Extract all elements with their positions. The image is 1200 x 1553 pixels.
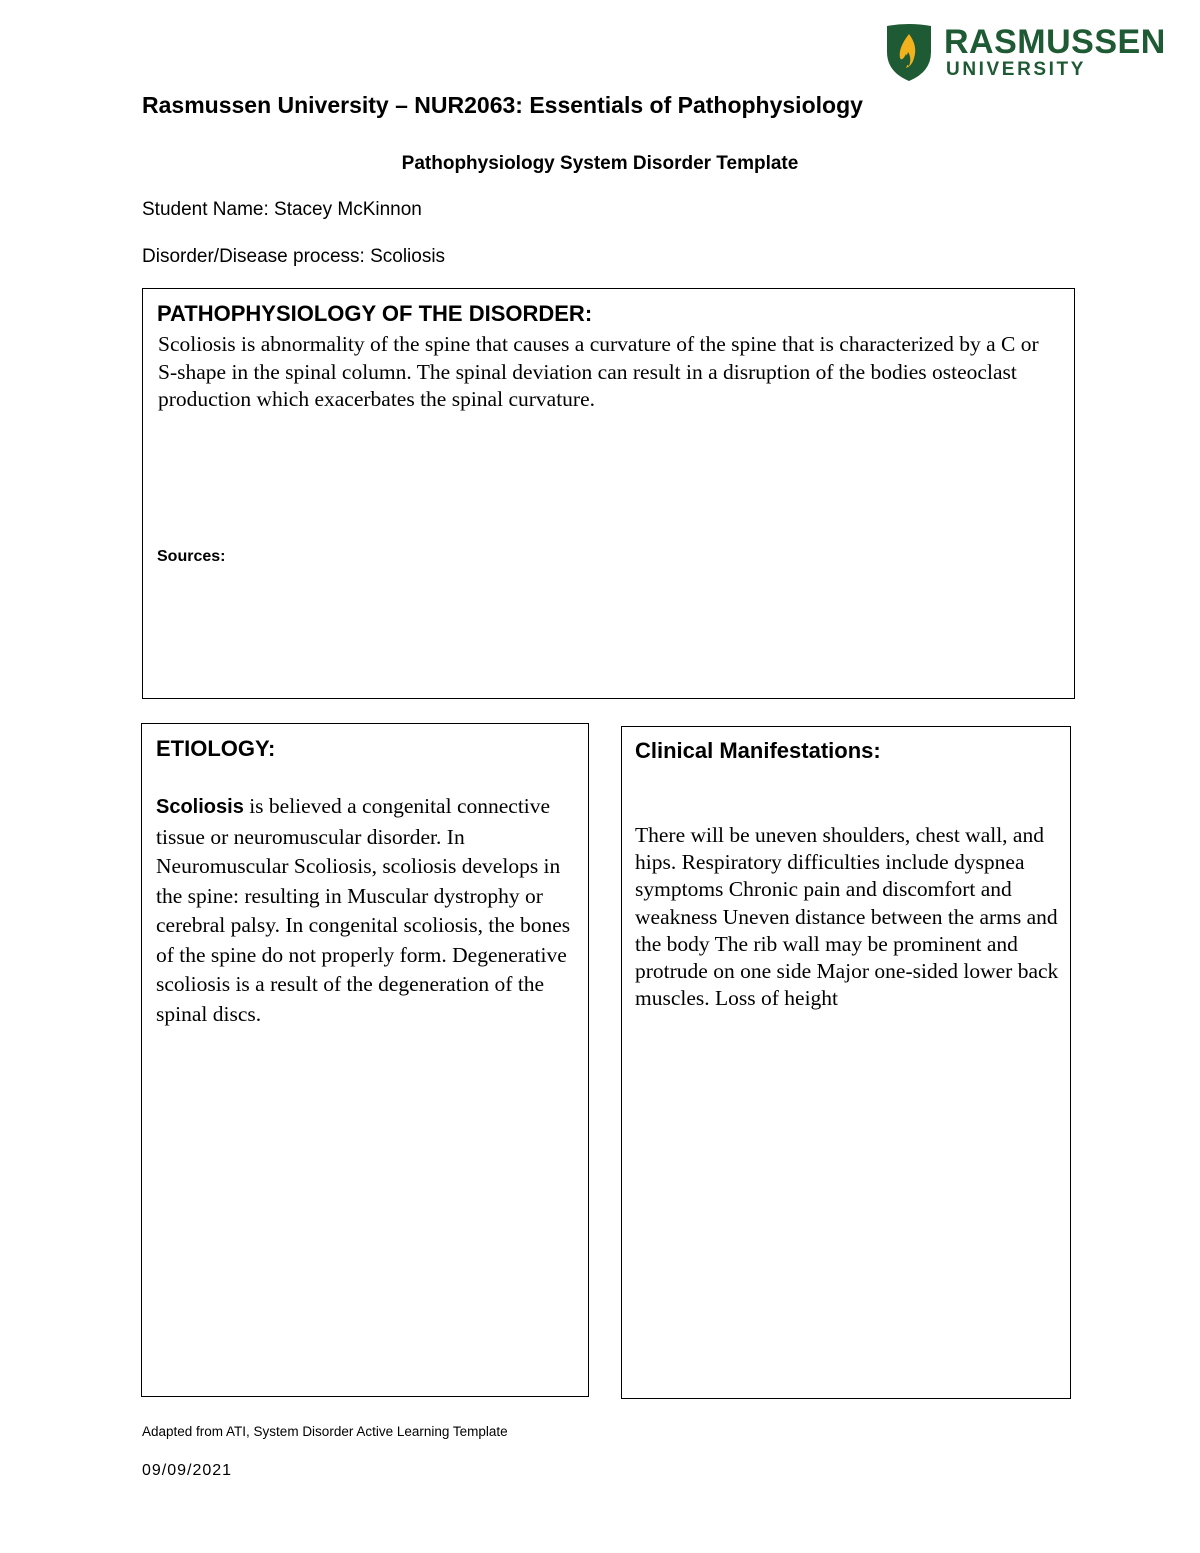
logo-line1: RASMUSSEN (944, 23, 1166, 61)
pathophysiology-text: Scoliosis is abnormality of the spine that causes a curvature of the spine that is characterized by a C or S-shape in the spinal column. The spinal deviation can result in a disruption of the bodies osteoclast production which exacerbates the spinal curvature. (158, 332, 1039, 411)
sources-label: Sources: (157, 548, 226, 565)
etiology-text (156, 792, 581, 1029)
etiology-body: is believed a congenital connective tissue or neuromuscular disorder. In Neuromuscular Scoliosis, scoliosis develops in the spine: resulting in Muscular dystrophy or cerebral palsy. In congenital scoliosis, the bones of the spine do not properly form. Degenerative scoliosis is a result of the degeneration of the spinal discs. (156, 794, 571, 1026)
etiology-lead: Scoliosis (156, 796, 244, 818)
template-subtitle: Pathophysiology System Disorder Template (401, 153, 799, 174)
pathophysiology-heading: PATHOPHYSIOLOGY OF THE DISORDER: (157, 301, 593, 326)
document-date: 09/09/2021 (142, 1462, 233, 1479)
shield-flame-icon (884, 22, 934, 82)
clinical-heading: Clinical Manifestations: (635, 738, 881, 763)
clinical-manifestations-box (621, 726, 1071, 1399)
clinical-text: There will be uneven shoulders, chest wall, and hips. Respiratory difficulties include dyspnea symptoms Chronic pain and discomfort and weakness Uneven distance between the arms and the body The rib wall may be prominent and protrude on one side Major one-sided lower back muscles. Loss of height (635, 823, 1059, 1011)
logo-line2: UNIVERSITY (946, 59, 1087, 80)
logo-wordmark (944, 24, 1166, 80)
disorder-process: Disorder/Disease process: Scoliosis (142, 246, 446, 267)
pathophysiology-box (142, 288, 1075, 699)
rasmussen-logo (884, 22, 1164, 86)
adapted-note: Adapted from ATI, System Disorder Active Learning Template (142, 1424, 508, 1439)
etiology-box (141, 723, 589, 1397)
document-title: Rasmussen University – NUR2063: Essentials of Pathophysiology (142, 92, 863, 118)
etiology-heading: ETIOLOGY: (156, 736, 276, 761)
student-name: Student Name: Stacey McKinnon (142, 199, 422, 220)
